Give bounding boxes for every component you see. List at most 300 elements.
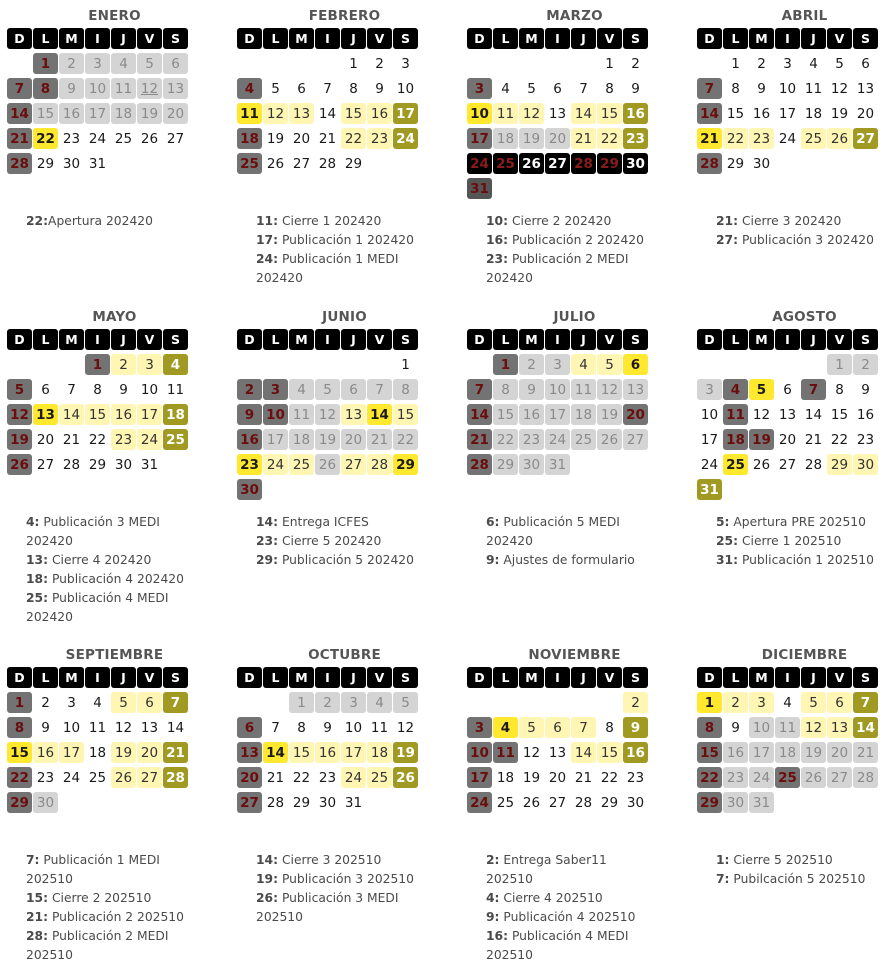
day-cell: 10 xyxy=(396,80,415,97)
day-cell: 25 xyxy=(289,454,314,475)
day-cell: 19 xyxy=(7,429,32,450)
day-cell: 30 xyxy=(237,479,262,500)
day-cell: 17 xyxy=(263,429,288,450)
weekday-header: J xyxy=(571,667,596,688)
weekday-header: D xyxy=(697,329,722,350)
weekday-header: I xyxy=(775,329,800,350)
month-notes xyxy=(256,513,426,570)
day-cell: 17 xyxy=(749,742,774,763)
day-cell: 21 xyxy=(467,429,492,450)
day-cell: 25 xyxy=(493,153,518,174)
day-cell: 7 xyxy=(323,80,332,97)
day-cell: 17 xyxy=(85,103,110,124)
month-grid xyxy=(467,329,682,479)
day-cell: 9 xyxy=(119,381,128,398)
note-item xyxy=(486,212,656,231)
day-cell: 4 xyxy=(367,692,392,713)
day-cell: 27 xyxy=(237,792,262,813)
weekday-header: S xyxy=(393,329,418,350)
day-cell: 8 xyxy=(93,381,102,398)
day-cell: 27 xyxy=(548,794,567,811)
month-grid xyxy=(467,28,682,203)
day-cell: 2 xyxy=(111,354,136,375)
day-cell: 24 xyxy=(467,153,492,174)
day-cell: 16 xyxy=(623,742,648,763)
day-cell: 11 xyxy=(237,103,262,124)
day-cell: 7 xyxy=(853,692,878,713)
day-cell: 10 xyxy=(467,103,492,124)
month-title: AGOSTO xyxy=(772,309,837,325)
day-cell: 19 xyxy=(111,742,136,763)
day-cell: 30 xyxy=(519,454,544,475)
note-text: Cierre 4 202510 xyxy=(499,891,603,905)
note-item xyxy=(486,513,656,551)
day-cell: 7 xyxy=(271,719,280,736)
day-cell: 1 xyxy=(731,55,740,72)
weekday-header: D xyxy=(467,667,492,688)
weekday-header: D xyxy=(237,28,262,49)
day-cell: 14 xyxy=(571,103,596,124)
note-date: 7: xyxy=(716,872,730,886)
note-text: Publicación 1 MEDI 202510 xyxy=(26,853,160,886)
month-marzo xyxy=(467,6,682,203)
note-date: 24: xyxy=(256,252,279,266)
day-cell: 23 xyxy=(623,128,648,149)
weekday-header: M xyxy=(519,667,544,688)
month-title: NOVIEMBRE xyxy=(528,647,621,663)
weekday-header: I xyxy=(315,667,340,688)
month-notes xyxy=(256,212,426,288)
weekday-header: V xyxy=(137,28,162,49)
day-cell: 15 xyxy=(393,404,418,425)
day-cell: 5 xyxy=(749,379,774,400)
day-cell: 26 xyxy=(7,454,32,475)
day-cell: 18 xyxy=(289,429,314,450)
weekday-header: S xyxy=(163,329,188,350)
day-cell: 29 xyxy=(726,155,745,172)
note-text: Publicación 4 MEDI 202420 xyxy=(26,591,169,624)
day-cell: 12 xyxy=(396,719,415,736)
day-cell: 16 xyxy=(111,404,136,425)
day-cell: 23 xyxy=(626,769,645,786)
day-cell: 21 xyxy=(367,429,392,450)
day-cell: 17 xyxy=(467,767,492,788)
note-item xyxy=(486,551,656,570)
day-cell: 18 xyxy=(571,404,596,425)
day-cell: 28 xyxy=(467,454,492,475)
note-text: Cierre 1 202510 xyxy=(738,534,842,548)
day-cell: 11 xyxy=(111,78,136,99)
day-cell: 26 xyxy=(752,456,771,473)
month-title: JULIO xyxy=(553,309,596,325)
day-cell: 19 xyxy=(315,429,340,450)
note-item xyxy=(486,250,656,288)
day-cell: 4 xyxy=(571,354,596,375)
day-cell: 23 xyxy=(36,769,55,786)
day-cell: 6 xyxy=(237,717,262,738)
note-date: 6: xyxy=(486,515,500,529)
note-text: Cierre 1 202420 xyxy=(278,214,382,228)
day-cell: 12 xyxy=(830,80,849,97)
day-cell: 20 xyxy=(341,429,366,450)
month-notes xyxy=(716,212,885,250)
day-cell: 15 xyxy=(697,742,722,763)
day-cell: 5 xyxy=(801,692,826,713)
month-grid xyxy=(237,667,452,817)
month-mayo xyxy=(7,307,222,479)
month-grid xyxy=(697,329,885,504)
day-cell: 1 xyxy=(289,692,314,713)
note-date: 18: xyxy=(26,572,49,586)
day-cell: 26 xyxy=(801,767,826,788)
weekday-header: I xyxy=(315,329,340,350)
month-notes xyxy=(716,851,885,889)
day-cell: 8 xyxy=(731,80,740,97)
day-cell: 22 xyxy=(33,128,58,149)
weekday-header: S xyxy=(853,667,878,688)
day-cell: 3 xyxy=(467,717,492,738)
day-cell: 21 xyxy=(7,128,32,149)
note-date: 17: xyxy=(256,233,279,247)
day-cell: 22 xyxy=(7,767,32,788)
weekday-header: I xyxy=(775,667,800,688)
day-cell: 19 xyxy=(137,103,162,124)
note-date: 23: xyxy=(486,252,509,266)
month-notes xyxy=(26,851,196,965)
day-cell: 31 xyxy=(545,454,570,475)
day-cell: 15 xyxy=(85,404,110,425)
day-cell: 13 xyxy=(623,379,648,400)
day-cell: 2 xyxy=(59,53,84,74)
day-cell: 15 xyxy=(830,406,849,423)
day-cell: 20 xyxy=(856,105,875,122)
weekday-header: J xyxy=(341,329,366,350)
month-notes xyxy=(26,513,196,627)
weekday-header: S xyxy=(163,28,188,49)
note-date: 25: xyxy=(26,591,49,605)
month-title: ABRIL xyxy=(781,8,828,24)
weekday-header: M xyxy=(519,329,544,350)
day-cell: 11 xyxy=(723,404,748,425)
weekday-header: S xyxy=(853,329,878,350)
day-cell: 12 xyxy=(597,379,622,400)
month-grid xyxy=(7,329,222,479)
day-cell: 11 xyxy=(88,719,107,736)
day-cell: 25 xyxy=(163,429,188,450)
day-cell: 6 xyxy=(623,354,648,375)
day-cell: 4 xyxy=(501,80,510,97)
day-cell: 15 xyxy=(7,742,32,763)
note-date: 19: xyxy=(256,872,279,886)
weekday-header: M xyxy=(289,667,314,688)
day-cell: 22 xyxy=(292,769,311,786)
day-cell: 13 xyxy=(163,78,188,99)
day-cell: 17 xyxy=(59,742,84,763)
day-cell: 27 xyxy=(827,767,852,788)
note-text: Ajustes de formulario xyxy=(499,553,635,567)
day-cell: 7 xyxy=(801,379,826,400)
day-cell: 26 xyxy=(393,767,418,788)
note-date: 13: xyxy=(26,553,49,567)
note-item xyxy=(256,870,426,889)
day-cell: 7 xyxy=(7,78,32,99)
day-cell: 2 xyxy=(237,379,262,400)
day-cell: 19 xyxy=(830,105,849,122)
weekday-header: J xyxy=(801,28,826,49)
day-cell: 12 xyxy=(801,717,826,738)
day-cell: 3 xyxy=(783,55,792,72)
day-cell: 3 xyxy=(137,354,162,375)
day-cell: 25 xyxy=(367,767,392,788)
day-cell: 25 xyxy=(88,769,107,786)
note-item xyxy=(256,250,426,288)
day-cell: 28 xyxy=(163,767,188,788)
day-cell: 27 xyxy=(166,130,185,147)
day-cell: 12 xyxy=(137,78,162,99)
day-cell: 3 xyxy=(85,53,110,74)
day-cell: 6 xyxy=(163,53,188,74)
day-cell: 26 xyxy=(140,130,159,147)
weekday-header: D xyxy=(7,667,32,688)
day-cell: 14 xyxy=(697,103,722,124)
note-date: 21: xyxy=(716,214,739,228)
day-cell: 4 xyxy=(111,53,136,74)
day-cell: 5 xyxy=(137,53,162,74)
day-cell: 29 xyxy=(393,454,418,475)
day-cell: 23 xyxy=(749,128,774,149)
day-cell: 6 xyxy=(553,80,562,97)
day-cell: 8 xyxy=(7,717,32,738)
day-cell: 16 xyxy=(723,742,748,763)
day-cell: 11 xyxy=(571,379,596,400)
day-cell: 8 xyxy=(605,80,614,97)
day-cell: 29 xyxy=(7,792,32,813)
note-text: Publicación 4 202510 xyxy=(499,910,636,924)
weekday-header: I xyxy=(85,329,110,350)
note-text: Publicación 2 202510 xyxy=(48,910,184,924)
weekday-header: V xyxy=(367,667,392,688)
day-cell: 22 xyxy=(830,431,849,448)
day-cell: 25 xyxy=(571,429,596,450)
day-cell: 16 xyxy=(33,742,58,763)
day-cell: 10 xyxy=(467,742,492,763)
day-cell: 29 xyxy=(697,792,722,813)
day-cell: 28 xyxy=(62,456,81,473)
note-item xyxy=(26,589,196,627)
weekday-header: D xyxy=(697,667,722,688)
day-cell: 7 xyxy=(367,379,392,400)
weekday-header: L xyxy=(723,667,748,688)
day-cell: 6 xyxy=(41,381,50,398)
note-text: Apertura PRE 202510 xyxy=(729,515,866,529)
month-title: MAYO xyxy=(92,309,137,325)
note-date: 11: xyxy=(256,214,279,228)
weekday-header: J xyxy=(111,667,136,688)
day-cell: 13 xyxy=(827,717,852,738)
day-cell: 14 xyxy=(263,742,288,763)
day-cell: 2 xyxy=(723,692,748,713)
weekday-header: V xyxy=(367,329,392,350)
day-cell: 4 xyxy=(237,78,262,99)
note-text: Publicación 2 202420 xyxy=(508,233,644,247)
day-cell: 18 xyxy=(493,128,518,149)
month-title: MARZO xyxy=(546,8,603,24)
day-cell: 23 xyxy=(318,769,337,786)
day-cell: 25 xyxy=(775,767,800,788)
day-cell: 3 xyxy=(697,379,722,400)
day-cell: 24 xyxy=(393,128,418,149)
weekday-header: J xyxy=(111,329,136,350)
day-cell: 15 xyxy=(493,404,518,425)
month-diciembre xyxy=(697,645,885,817)
day-cell: 14 xyxy=(7,103,32,124)
month-grid xyxy=(467,667,682,817)
day-cell: 4 xyxy=(809,55,818,72)
day-cell: 9 xyxy=(375,80,384,97)
weekday-header: V xyxy=(597,329,622,350)
note-text: Publicación 1 202510 xyxy=(738,553,874,567)
note-item xyxy=(26,908,196,927)
note-date: 25: xyxy=(716,534,739,548)
note-date: 15: xyxy=(26,891,49,905)
month-title: DICIEMBRE xyxy=(761,647,848,663)
day-cell: 2 xyxy=(315,692,340,713)
day-cell: 27 xyxy=(853,128,878,149)
note-item xyxy=(716,513,885,532)
day-cell: 20 xyxy=(623,404,648,425)
day-cell: 15 xyxy=(289,742,314,763)
month-junio xyxy=(237,307,452,504)
day-cell: 17 xyxy=(545,404,570,425)
day-cell: 17 xyxy=(700,431,719,448)
day-cell: 8 xyxy=(33,78,58,99)
note-text: Publicación 4 MEDI 202510 xyxy=(486,929,629,962)
note-item xyxy=(716,212,885,231)
day-cell: 22 xyxy=(697,767,722,788)
note-item xyxy=(486,927,656,965)
weekday-header: J xyxy=(341,28,366,49)
day-cell: 23 xyxy=(111,429,136,450)
day-cell: 5 xyxy=(111,692,136,713)
day-cell: 16 xyxy=(856,406,875,423)
day-cell: 4 xyxy=(493,717,518,738)
day-cell: 13 xyxy=(33,404,58,425)
note-date: 29: xyxy=(256,553,279,567)
weekday-header: D xyxy=(467,329,492,350)
day-cell: 31 xyxy=(467,178,492,199)
weekday-header: L xyxy=(723,28,748,49)
day-cell: 11 xyxy=(166,381,185,398)
day-cell: 21 xyxy=(163,742,188,763)
day-cell: 16 xyxy=(752,105,771,122)
day-cell: 2 xyxy=(519,354,544,375)
weekday-header: M xyxy=(59,667,84,688)
weekday-header: J xyxy=(801,667,826,688)
day-cell: 10 xyxy=(545,379,570,400)
weekday-header: I xyxy=(545,667,570,688)
month-title: JUNIO xyxy=(322,309,367,325)
weekday-header: D xyxy=(237,667,262,688)
weekday-header: V xyxy=(597,667,622,688)
day-cell: 9 xyxy=(623,717,648,738)
note-item xyxy=(716,231,885,250)
day-cell: 20 xyxy=(548,769,567,786)
weekday-header: I xyxy=(545,329,570,350)
day-cell: 21 xyxy=(804,431,823,448)
day-cell: 29 xyxy=(493,454,518,475)
weekday-header: V xyxy=(827,329,852,350)
day-cell: 3 xyxy=(67,694,76,711)
day-cell: 25 xyxy=(496,794,515,811)
day-cell: 30 xyxy=(723,792,748,813)
day-cell: 19 xyxy=(749,429,774,450)
day-cell: 9 xyxy=(519,379,544,400)
note-text: Cierre 2 202510 xyxy=(48,891,152,905)
day-cell: 30 xyxy=(318,794,337,811)
note-item xyxy=(26,851,196,889)
note-item xyxy=(716,532,885,551)
day-cell: 9 xyxy=(631,80,640,97)
day-cell: 18 xyxy=(237,128,262,149)
day-cell: 17 xyxy=(137,404,162,425)
weekday-header: L xyxy=(493,28,518,49)
month-julio xyxy=(467,307,682,479)
day-cell: 28 xyxy=(804,456,823,473)
weekday-header: D xyxy=(7,28,32,49)
day-cell: 13 xyxy=(237,742,262,763)
day-cell: 11 xyxy=(289,404,314,425)
weekday-header: I xyxy=(85,28,110,49)
weekday-header: L xyxy=(33,28,58,49)
day-cell: 7 xyxy=(163,692,188,713)
month-notes xyxy=(486,513,656,570)
day-cell: 8 xyxy=(697,717,722,738)
note-date: 14: xyxy=(256,853,279,867)
day-cell: 22 xyxy=(723,128,748,149)
weekday-header: S xyxy=(623,329,648,350)
day-cell: 17 xyxy=(778,105,797,122)
day-cell: 20 xyxy=(292,130,311,147)
day-cell: 8 xyxy=(605,719,614,736)
day-cell: 9 xyxy=(757,80,766,97)
month-title: SEPTIEMBRE xyxy=(65,647,164,663)
day-cell: 16 xyxy=(367,103,392,124)
day-cell: 27 xyxy=(36,456,55,473)
day-cell: 21 xyxy=(571,128,596,149)
day-cell: 10 xyxy=(778,80,797,97)
note-item xyxy=(486,851,656,889)
day-cell: 2 xyxy=(853,354,878,375)
note-item xyxy=(486,889,656,908)
day-cell: 26 xyxy=(519,153,544,174)
note-date: 27: xyxy=(716,233,739,247)
day-cell: 21 xyxy=(697,128,722,149)
weekday-header: I xyxy=(315,28,340,49)
month-title: OCTUBRE xyxy=(308,647,381,663)
day-cell: 19 xyxy=(266,130,285,147)
day-cell: 25 xyxy=(801,128,826,149)
day-cell: 18 xyxy=(163,404,188,425)
month-abril xyxy=(697,6,885,178)
weekday-header: L xyxy=(263,667,288,688)
day-cell: 15 xyxy=(597,742,622,763)
weekday-header: S xyxy=(623,28,648,49)
note-text: Pubilcación 5 202510 xyxy=(729,872,866,886)
day-cell: 20 xyxy=(827,742,852,763)
month-grid xyxy=(7,28,222,178)
note-date: 1: xyxy=(716,853,730,867)
day-cell: 18 xyxy=(496,769,515,786)
